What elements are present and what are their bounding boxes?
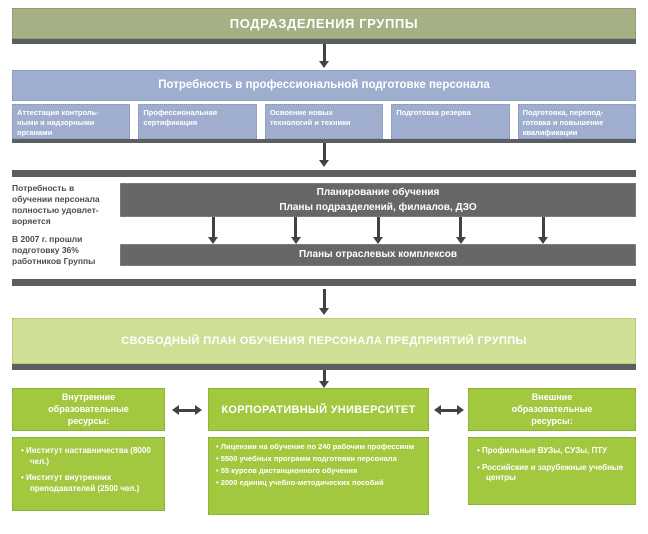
internal-resources-list <box>12 437 165 511</box>
planning-section <box>12 183 636 274</box>
side-note-line: полностью удовлет- <box>12 205 99 216</box>
arrow-head <box>538 237 548 244</box>
need-box-line: ными и надзорными <box>17 117 95 127</box>
arrow-head <box>456 237 466 244</box>
side-note-line: Потребность в <box>12 183 75 193</box>
arrow-row <box>12 289 636 315</box>
arrow-stem <box>459 217 462 237</box>
need-box-line: готовка и повышение <box>522 117 604 127</box>
divider-bar <box>12 170 636 177</box>
arrow-stem <box>323 44 326 61</box>
external-resources-header <box>468 388 636 431</box>
industry-plans-box: Планы отраслевых комплексов <box>120 244 636 266</box>
down-arrow-icon <box>319 370 329 388</box>
header-line: ресурсы: <box>531 415 573 426</box>
arrow-stem <box>179 409 195 412</box>
need-box-line: Профессиональная <box>143 108 218 117</box>
bullet-list <box>477 446 629 483</box>
down-arrow-icon <box>319 143 329 167</box>
column-gap <box>429 388 468 515</box>
header-line: Внутренние <box>61 392 116 403</box>
bullet-list <box>216 443 422 487</box>
arrow-head <box>319 160 329 167</box>
summary-plan-banner: СВОБОДНЫЙ ПЛАН ОБУЧЕНИЯ ПЕРСОНАЛА ПРЕДПРИЯТИЙ ГРУППЫ <box>12 318 636 364</box>
down-arrow-icon <box>319 44 329 68</box>
header-line: образовательные <box>48 403 129 414</box>
list-item: • Институт наставничества (8000 чел.) <box>21 446 158 467</box>
planning-box-title: Планирование обучения <box>316 187 440 198</box>
down-arrow-icon <box>373 217 383 244</box>
need-box-attestation <box>12 104 130 139</box>
need-box-line: Аттестация контроль- <box>17 108 99 117</box>
external-resources-column <box>468 388 636 515</box>
need-box-line: технологий и техники <box>269 117 351 127</box>
list-item: • 5500 учебных программ подготовки персонала <box>216 455 422 464</box>
internal-resources-header <box>12 388 165 431</box>
planning-arrows-row <box>120 217 636 244</box>
arrow-row <box>12 44 636 68</box>
arrow-head <box>291 237 301 244</box>
list-item: • Институт внутренних преподавателей (2500 чел.) <box>21 473 158 494</box>
down-arrow-icon <box>538 217 548 244</box>
arrow-head <box>319 381 329 388</box>
arrow-stem <box>377 217 380 237</box>
list-item: • Лицензии на обучение по 240 рабочим профессиям <box>216 443 422 452</box>
arrow-stem <box>441 409 457 412</box>
bullet-list <box>21 446 158 494</box>
need-box-line: Подготовка, перепод- <box>522 108 604 117</box>
need-box-line: квалификации <box>522 127 578 137</box>
side-note-line: подготовку 36% <box>12 245 79 256</box>
planning-box-subtitle: Планы подразделений, филиалов, ДЗО <box>279 201 477 213</box>
arrow-head <box>319 61 329 68</box>
need-box-reserve <box>391 104 509 139</box>
down-arrow-icon <box>456 217 466 244</box>
side-note-2007-stat <box>12 234 118 267</box>
arrow-row <box>12 370 636 388</box>
arrow-head-left <box>434 405 441 415</box>
side-note-line: обучении персонала <box>12 194 100 205</box>
down-arrow-icon <box>319 289 329 315</box>
need-box-line: Подготовка резерва <box>396 108 471 117</box>
need-box-line: Освоение новых <box>269 108 333 117</box>
need-box-line: органами <box>17 127 53 137</box>
header-line: ресурсы: <box>67 415 110 426</box>
planning-flow <box>120 183 636 274</box>
need-box-retraining <box>518 104 636 139</box>
need-categories-row <box>12 104 636 139</box>
training-need-banner: Потребность в профессиональной подготовке персонала <box>12 70 636 101</box>
arrow-head <box>208 237 218 244</box>
arrow-row <box>12 143 636 167</box>
header-line: Внешние <box>531 392 573 403</box>
arrow-stem <box>542 217 545 237</box>
arrow-head-right <box>457 405 464 415</box>
arrow-head-left <box>172 405 179 415</box>
external-resources-list <box>468 437 636 505</box>
arrow-head <box>373 237 383 244</box>
need-box-line: сертификация <box>143 117 198 127</box>
side-note-line: В 2007 г. прошли <box>12 234 83 245</box>
down-arrow-icon <box>291 217 301 244</box>
arrow-head <box>319 308 329 315</box>
need-box-new-tech <box>265 104 383 139</box>
header-line: образовательные <box>511 403 593 414</box>
arrow-stem <box>212 217 215 237</box>
group-divisions-banner: ПОДРАЗДЕЛЕНИЯ ГРУППЫ <box>12 8 636 39</box>
need-box-certification <box>138 104 256 139</box>
list-item: • 2000 единиц учебно-методических пособий <box>216 479 422 488</box>
side-note-need-satisfied <box>12 183 118 227</box>
list-item: • 55 курсов дистанционного обучения <box>216 467 422 476</box>
side-note-line: воряется <box>12 216 51 227</box>
side-note-line: работников Группы <box>12 256 96 267</box>
arrow-stem <box>323 143 326 160</box>
corporate-university-header: КОРПОРАТИВНЫЙ УНИВЕРСИТЕТ <box>208 388 429 431</box>
down-arrow-icon <box>208 217 218 244</box>
resources-section <box>12 388 636 515</box>
planning-box <box>120 183 636 217</box>
divider-bar <box>12 279 636 286</box>
corporate-university-list <box>208 437 429 515</box>
double-arrow-icon <box>434 405 464 415</box>
internal-resources-column <box>12 388 165 515</box>
corporate-university-column <box>208 388 429 515</box>
arrow-stem <box>323 370 326 381</box>
arrow-stem <box>323 289 326 308</box>
column-gap <box>165 388 208 515</box>
list-item: • Профильные ВУЗы, СУЗы, ПТУ <box>477 446 629 456</box>
list-item: • Российские и зарубежные учебные центры <box>477 463 629 484</box>
arrow-head-right <box>195 405 202 415</box>
double-arrow-icon <box>172 405 202 415</box>
arrow-stem <box>294 217 297 237</box>
side-notes <box>12 183 118 274</box>
